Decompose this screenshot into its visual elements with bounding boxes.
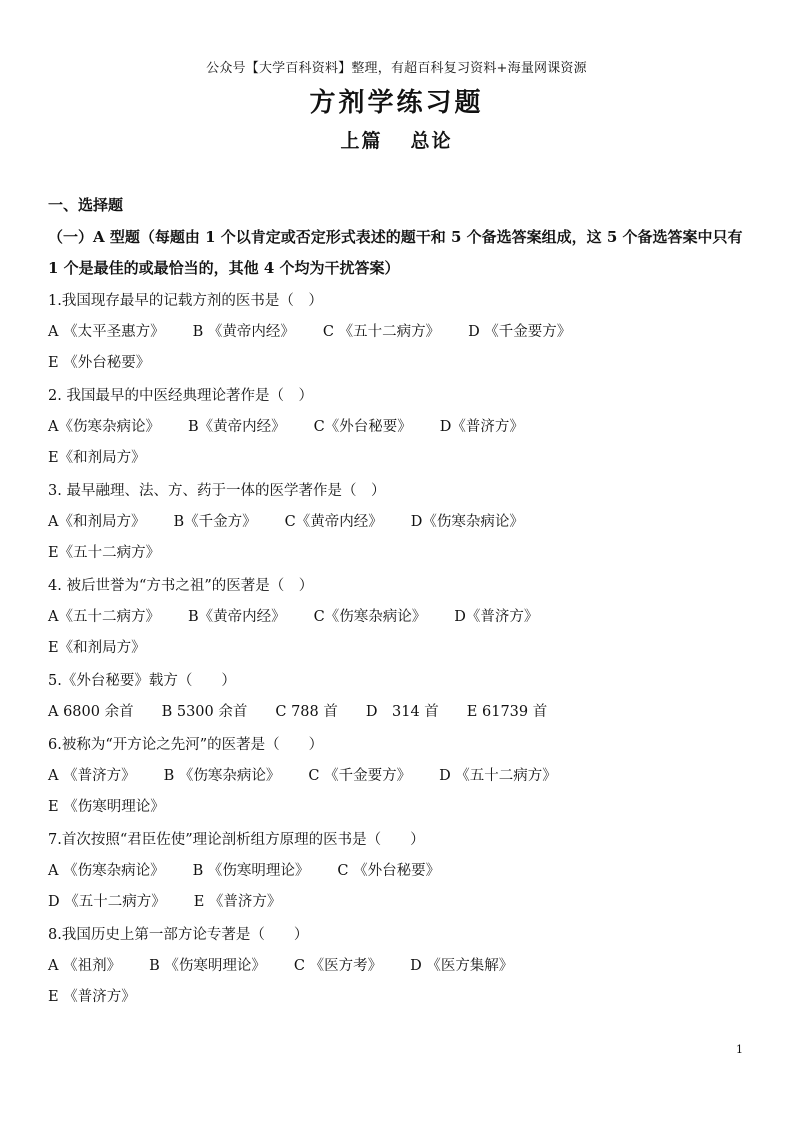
answer-option: C《外台秘要》 [313,419,412,435]
answer-option: C 《千金要方》 [308,768,412,784]
answer-option: B 《伤寒明理论》 [149,958,266,974]
question-stem: 5.《外台秘要》载方（ ） [48,673,236,689]
answer-option: B 《伤寒杂病论》 [163,768,281,784]
answer-option: C 《医方考》 [293,958,383,974]
part-subtitle [0,126,793,153]
answer-option: D《普济方》 [454,609,539,625]
answer-option: B 《黄帝内经》 [192,324,295,340]
answer-option: A《五十二病方》 [48,609,160,625]
answer-option: A 《太平圣惠方》 [48,324,165,340]
options-row [48,982,748,1013]
answer-option: E 《外台秘要》 [48,355,151,371]
answer-option: B 《伤寒明理论》 [192,863,310,879]
answer-option: A《和剂局方》 [48,514,146,530]
question-stem: 3. 最早融理、法、方、药于一体的医学著作是（ ） [48,483,386,499]
answer-option: C 788 首 [275,704,338,720]
options-row [48,538,748,569]
question-stem: 6.被称为“开方论之先河”的医著是（ ） [48,737,324,753]
answer-option: E 《伤寒明理论》 [48,799,165,815]
page-number: 1 [736,1043,743,1056]
question-stem: 4. 被后世誉为“方书之祖”的医著是（ ） [48,578,314,594]
answer-option: C 《五十二病方》 [322,324,441,340]
subtitle-part: 上篇 [340,130,383,152]
question-list [48,192,748,1013]
answer-option: E《和剂局方》 [48,640,146,656]
options-row [48,856,748,887]
answer-option: A 《伤寒杂病论》 [48,863,165,879]
answer-option: A 《祖剂》 [48,958,122,974]
answer-option: C《伤寒杂病论》 [313,609,427,625]
answer-option: D《伤寒杂病论》 [410,514,524,530]
answer-option: D 《五十二病方》 [48,894,166,910]
options-row [48,507,748,538]
answer-option: B 5300 余首 [161,704,248,720]
answer-option: C《黄帝内经》 [284,514,383,530]
answer-option: D 《医方集解》 [410,958,514,974]
answer-option: E 《普济方》 [193,894,282,910]
options-row [48,602,748,633]
options-row [48,317,748,348]
options-row [48,412,748,443]
answer-option: B《千金方》 [173,514,257,530]
answer-option: B《黄帝内经》 [187,609,286,625]
answer-option: D 314 首 [365,704,439,720]
question-stem: 7.首次按照“君臣佐使”理论剖析组方原理的医书是（ ） [48,832,425,848]
question-stem: 2. 我国最早的中医经典理论著作是（ ） [48,388,313,404]
options-row [48,633,748,664]
answer-option: B《黄帝内经》 [187,419,286,435]
options-row [48,443,748,474]
answer-option: D《普济方》 [439,419,524,435]
answer-option: A 6800 余首 [48,704,134,720]
options-row [48,761,748,792]
answer-option: A 《普济方》 [48,768,136,784]
answer-option: E《和剂局方》 [48,450,146,466]
section-heading: 一、选择题 [48,196,124,214]
page-title: 方剂学练习题 [309,88,484,118]
options-row [48,792,748,823]
options-row [48,348,748,379]
answer-option: A《伤寒杂病论》 [48,419,160,435]
subtitle-name: 总论 [410,130,453,152]
question-type-heading: （一）A 型题（每题由 1 个以肯定或否定形式表述的题干和 5 个备选答案组成，这 5 个备选答案中只有 1 个是最佳的或最恰当的，其他 4 个均为干扰答案） [48,228,743,277]
answer-option: E 《普济方》 [48,989,136,1005]
question-stem: 8.我国历史上第一部方论专著是（ ） [48,927,309,943]
options-row [48,887,748,918]
answer-option: C 《外台秘要》 [337,863,441,879]
options-row [48,951,748,982]
answer-option: E 61739 首 [466,704,548,720]
question-stem: 1.我国现存最早的记载方剂的医书是（ ） [48,293,323,309]
header-note: 公众号【大学百科资料】整理，有超百科复习资料+海量网课资源 [206,61,587,76]
answer-option: D 《五十二病方》 [439,768,557,784]
options-row [48,697,748,728]
answer-option: D 《千金要方》 [468,324,572,340]
answer-option: E《五十二病方》 [48,545,161,561]
